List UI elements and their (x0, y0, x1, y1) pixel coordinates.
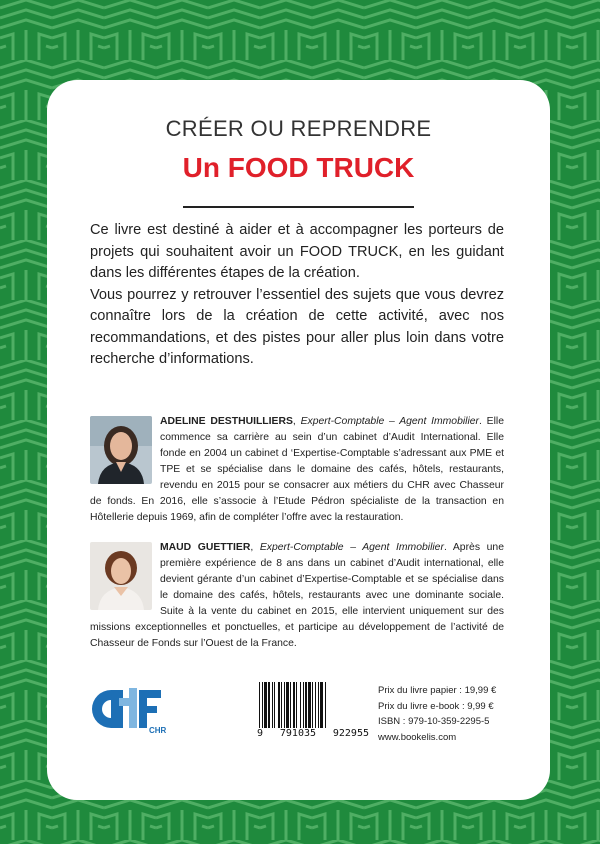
author-role-2: Expert-Comptable – Agent Immobilier (259, 542, 444, 553)
isbn-barcode (257, 682, 369, 744)
website-text: www.bookelis.com (378, 731, 457, 743)
price-ebook: Prix du livre e-book : 9,99 € (378, 700, 494, 712)
author-photo-2 (90, 542, 152, 610)
author-text-2: . Après une première expérience de 8 ans dans un cabinet d’Audit international, elle devient gérante d’un cabinet d’Expertise-Comptable et se spécialise dans le domaine des cafés, hôtels, restaurants avec une dominante sociale. Suite à la vente du cabinet en 2015, elle intervient uniquement sur des missions exceptionnelles et ponctuelles, et participe au développement de l’activité de Chasseur de Fonds sur l’Ouest de la France. (90, 542, 504, 649)
title-divider (183, 206, 414, 208)
author-text-1: . Elle commence sa carrière au sein d’un cabinet d’Audit International. Elle fonde en 2004 un cabinet d ‘Expertise-Comptable s’adressant aux PME et TPE et se spécialise dans le domaine des cafés, hôtels, restaurants, revendu en 2015 pour se consacrer aux métiers du CHR avec Chasseur de fonds. En 2016, elle s’associe à l’Etude Pédron spécialiste de la transaction en Hôtellerie depuis 1969, afin de compléter l’offre avec la restauration. (90, 416, 504, 523)
author-photo-1 (90, 416, 152, 484)
intro-paragraph-1: Ce livre est destiné à aider et à accompagner les porteurs de projets qui souhaitent avoir un FOOD TRUCK, en les guidant dans les différentes étapes de la création. (90, 222, 504, 281)
intro-text (90, 220, 504, 371)
isbn-text: ISBN : 979-10-359-2295-5 (378, 716, 490, 727)
price-info (378, 683, 496, 745)
author-bio-1: ADELINE DESTHUILLIERS, Expert-Comptable – Agent Immobilier. Elle commence sa carrière au sein d’un cabinet d’Audit International. Elle fonde en 2004 un cabinet d ‘Expertise-Comptable s’adressant aux PME et TPE et se spécialise dans le domaine des cafés, hôtels, restaurants, revendu en 2015 pour se consacrer aux métiers du CHR avec Chasseur de fonds. En 2016, elle s’associe à l’Etude Pédron spécialiste de la transaction en Hôtellerie depuis 1969, afin de compléter l’offre avec la restauration. (90, 416, 504, 523)
author-name-2: MAUD GUETTIER (160, 542, 251, 553)
author-name-1: ADELINE DESTHUILLIERS (160, 416, 293, 427)
price-paper: Prix du livre papier : 19,99 € (378, 685, 497, 696)
title-line-1: CRÉER OU REPRENDRE (165, 116, 432, 141)
author-bio-2: MAUD GUETTIER, Expert-Comptable – Agent Immobilier. Après une première expérience de 8 ans dans un cabinet d’Audit international, elle devient gérante d’un cabinet d’Expertise-Comptable et se spécialise dans le domaine des cafés, hôtels, restaurants avec une dominante sociale. Suite à la vente du cabinet en 2015, elle intervient uniquement sur des missions exceptionnelles et ponctuelles, et participe au développement de l’activité de Chasseur de Fonds sur l’Ouest de la France. (90, 542, 504, 649)
publisher-logo (89, 684, 169, 736)
author-role-1: Expert-Comptable – Agent Immobilier (300, 416, 480, 427)
intro-paragraph-2: Vous pourrez y retrouver l’essentiel des sujets que vous devrez connaître lors de la création de cette activité, avec nos recommandations, et des pistes pour aller plus loin dans votre recherche d’informations. (90, 286, 504, 367)
back-cover-panel (47, 80, 550, 800)
barcode-digits: 9 791035 922955 (257, 728, 369, 739)
svg-text:CHR: CHR (149, 726, 167, 735)
title-line-2: Un FOOD TRUCK (182, 152, 415, 183)
